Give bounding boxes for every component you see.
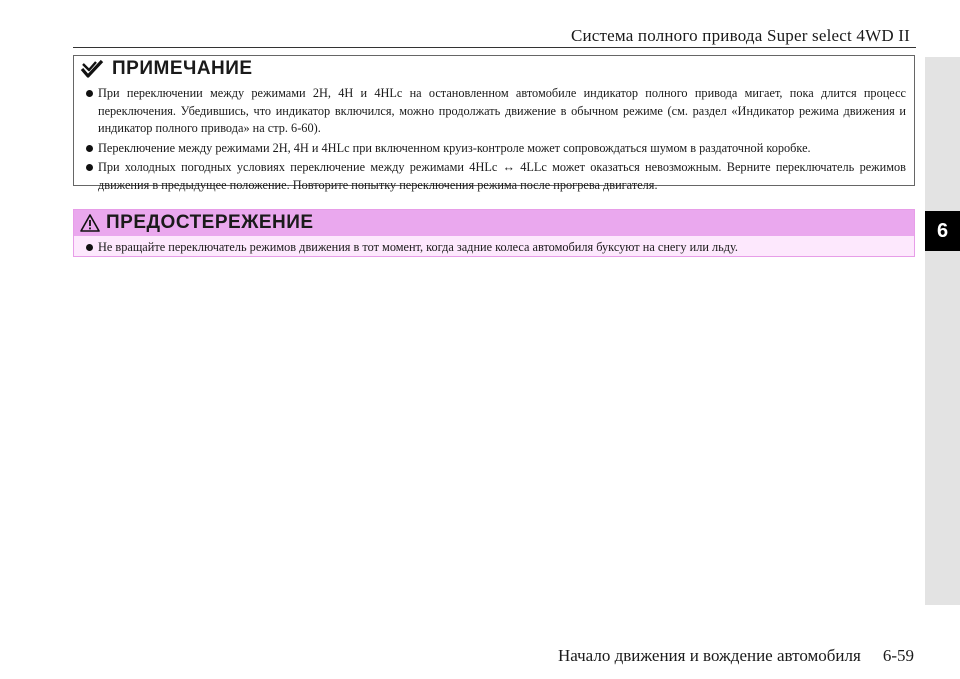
- warning-title: ПРЕДОСТЕРЕЖЕНИЕ: [106, 212, 314, 233]
- note-item: При холодных погодных условиях переключение между режимами 4HLc ↔ 4LLc может оказаться невозможным. Верните переключатель режимов движения в предыдущее положение. Повторите попытку переключения режима после прогрева двигателя.: [84, 159, 906, 194]
- note-body: [74, 82, 914, 194]
- header-rule: [73, 47, 916, 48]
- note-title: ПРИМЕЧАНИЕ: [112, 58, 253, 79]
- page-header-title: Система полного привода Super select 4WD II: [570, 26, 910, 45]
- note-item: Переключение между режимами 2H, 4H и 4HLc при включенном круиз-контроле может сопровождаться шумом в раздаточной коробке.: [84, 140, 906, 158]
- warning-item: Не вращайте переключатель режимов движения в тот момент, когда задние колеса автомобиля буксуют на снегу или льду.: [84, 239, 906, 257]
- warning-header: [74, 210, 914, 236]
- page-number: 6-59: [882, 646, 914, 665]
- note-header: [74, 56, 914, 82]
- warning-box: [73, 209, 915, 257]
- note-check-icon: [80, 59, 106, 79]
- warning-triangle-icon: [80, 214, 100, 232]
- chapter-side-tab: [925, 57, 960, 605]
- footer-section-title: Начало движения и вождение автомобиля: [557, 646, 861, 665]
- chapter-badge: 6: [925, 211, 960, 251]
- note-item: При переключении между режимами 2H, 4H и 4HLc на остановленном автомобиле индикатор полного привода мигает, пока длится процесс переключения. Убедившись, что индикатор включился, можно продолжать движение в обычном режиме (см. раздел «Индикатор режима движения и индикатор полного привода» на стр. 6-60).: [84, 85, 906, 138]
- page-footer: [558, 646, 914, 666]
- warning-body: [74, 236, 914, 257]
- note-box: [73, 55, 915, 192]
